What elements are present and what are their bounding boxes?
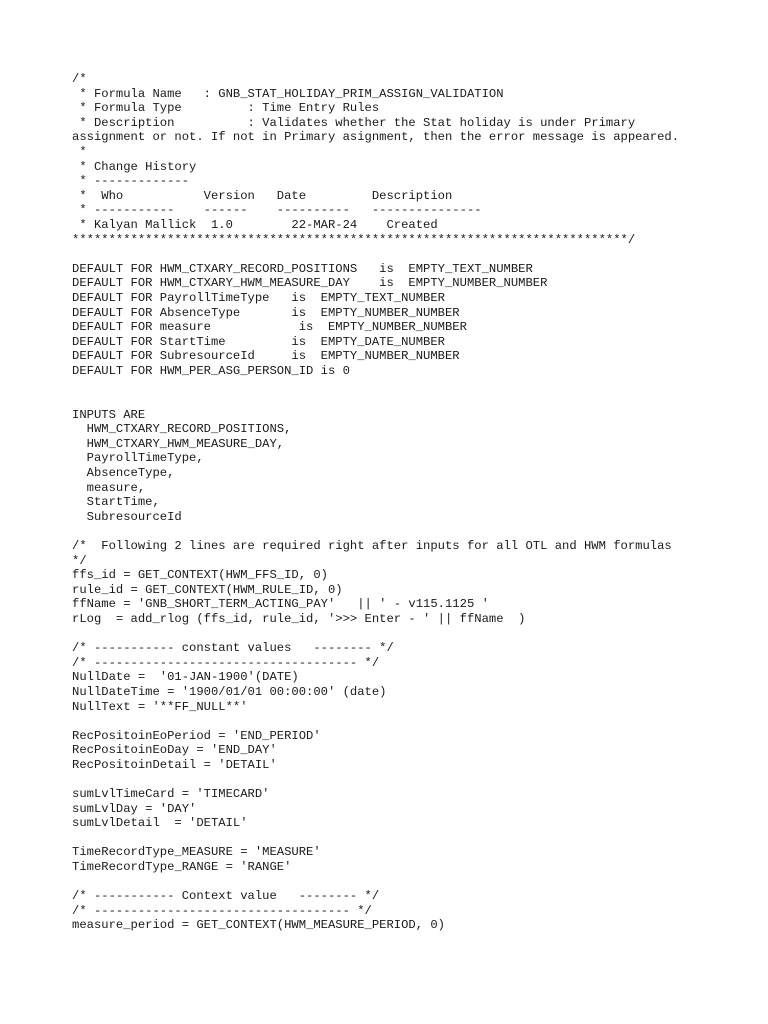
code-line: RecPositoinDetail = 'DETAIL' (72, 757, 277, 772)
code-line: HWM_CTXARY_RECORD_POSITIONS, (72, 422, 292, 437)
code-line: DEFAULT FOR SubresourceId is EMPTY_NUMBER_NUMBER (72, 349, 460, 364)
code-line: /* Following 2 lines are required right after inputs for all OTL and HWM formulas (72, 539, 672, 553)
code-line: /* (72, 72, 87, 86)
code-line: SubresourceId (72, 509, 182, 524)
code-line: HWM_CTXARY_HWM_MEASURE_DAY, (72, 436, 285, 451)
code-line (72, 524, 762, 539)
code-line: /* ------------------------------------ */ (72, 655, 380, 670)
code-line: NullDateTime = '1900/01/01 00:00:00' (date) (72, 684, 387, 699)
code-line: NullText = '**FF_NULL**' (72, 699, 248, 714)
code-line: DEFAULT FOR HWM_CTXARY_HWM_MEASURE_DAY is EMPTY_NUMBER_NUMBER (72, 276, 548, 291)
code-line: measure, (72, 480, 146, 495)
code-line (72, 773, 762, 788)
code-line: sumLvlTimeCard = 'TIMECARD' (72, 787, 270, 802)
code-line: rule_id = GET_CONTEXT(HWM_RULE_ID, 0) (72, 582, 343, 597)
code-line (72, 247, 762, 262)
code-line: PayrollTimeType, (72, 451, 204, 466)
code-line: */ (72, 553, 87, 568)
code-line: NullDate = '01-JAN-1900'(DATE) (72, 670, 299, 685)
code-line: AbsenceType, (72, 466, 175, 481)
code-line: * Formula Name : GNB_STAT_HOLIDAY_PRIM_ASSIGN_VALIDATION (72, 86, 504, 101)
code-line (72, 627, 762, 642)
code-line: DEFAULT FOR PayrollTimeType is EMPTY_TEXT_NUMBER (72, 290, 445, 305)
code-line: * ----------- ------ ---------- --------------- (72, 203, 482, 218)
code-line: rLog = add_rlog (ffs_id, rule_id, '>>> Enter - ' || ffName ) (72, 611, 526, 626)
code-line: /* ----------------------------------- */ (72, 903, 372, 918)
code-line: RecPositoinEoDay = 'END_DAY' (72, 743, 277, 758)
code-line: sumLvlDay = 'DAY' (72, 801, 197, 816)
code-line: TimeRecordType_RANGE = 'RANGE' (72, 860, 292, 875)
code-line (72, 378, 762, 393)
formula-code-block (72, 72, 762, 933)
code-line: sumLvlDetail = 'DETAIL' (72, 816, 248, 831)
code-line: DEFAULT FOR AbsenceType is EMPTY_NUMBER_NUMBER (72, 305, 460, 320)
code-line: /* ----------- constant values -------- */ (72, 641, 394, 656)
code-line: TimeRecordType_MEASURE = 'MEASURE' (72, 845, 321, 860)
code-line (72, 875, 762, 890)
code-line: StartTime, (72, 495, 160, 510)
code-line: DEFAULT FOR HWM_CTXARY_RECORD_POSITIONS is EMPTY_TEXT_NUMBER (72, 261, 533, 276)
code-line: * Change History (72, 159, 197, 174)
code-line: DEFAULT FOR HWM_PER_ASG_PERSON_ID is 0 (72, 363, 350, 378)
code-line (72, 393, 762, 408)
code-line: DEFAULT FOR StartTime is EMPTY_DATE_NUMBER (72, 334, 445, 349)
code-line: ffs_id = GET_CONTEXT(HWM_FFS_ID, 0) (72, 568, 328, 583)
code-line: * Description : Validates whether the Stat holiday is under Primary (72, 115, 636, 130)
code-line (72, 714, 762, 729)
code-line: RecPositoinEoPeriod = 'END_PERIOD' (72, 728, 321, 743)
code-line: * Formula Type : Time Entry Rules (72, 101, 380, 116)
code-line: INPUTS ARE (72, 407, 146, 422)
code-line: ffName = 'GNB_SHORT_TERM_ACTING_PAY' || ' - v115.1125 ' (72, 597, 489, 612)
code-line: DEFAULT FOR measure is EMPTY_NUMBER_NUMBER (72, 320, 467, 335)
code-line: * ------------- (72, 174, 190, 189)
code-line (72, 831, 762, 846)
code-line: /* ----------- Context value -------- */ (72, 889, 380, 904)
code-line: * Kalyan Mallick 1.0 22-MAR-24 Created (72, 217, 438, 232)
code-line: * Who Version Date Description (72, 188, 453, 203)
code-line: assignment or not. If not in Primary asignment, then the error message is appeared. (72, 130, 680, 145)
code-line: ****************************************************************************/ (72, 232, 636, 247)
code-line: * (72, 144, 87, 159)
code-line: measure_period = GET_CONTEXT(HWM_MEASURE_PERIOD, 0) (72, 918, 445, 933)
